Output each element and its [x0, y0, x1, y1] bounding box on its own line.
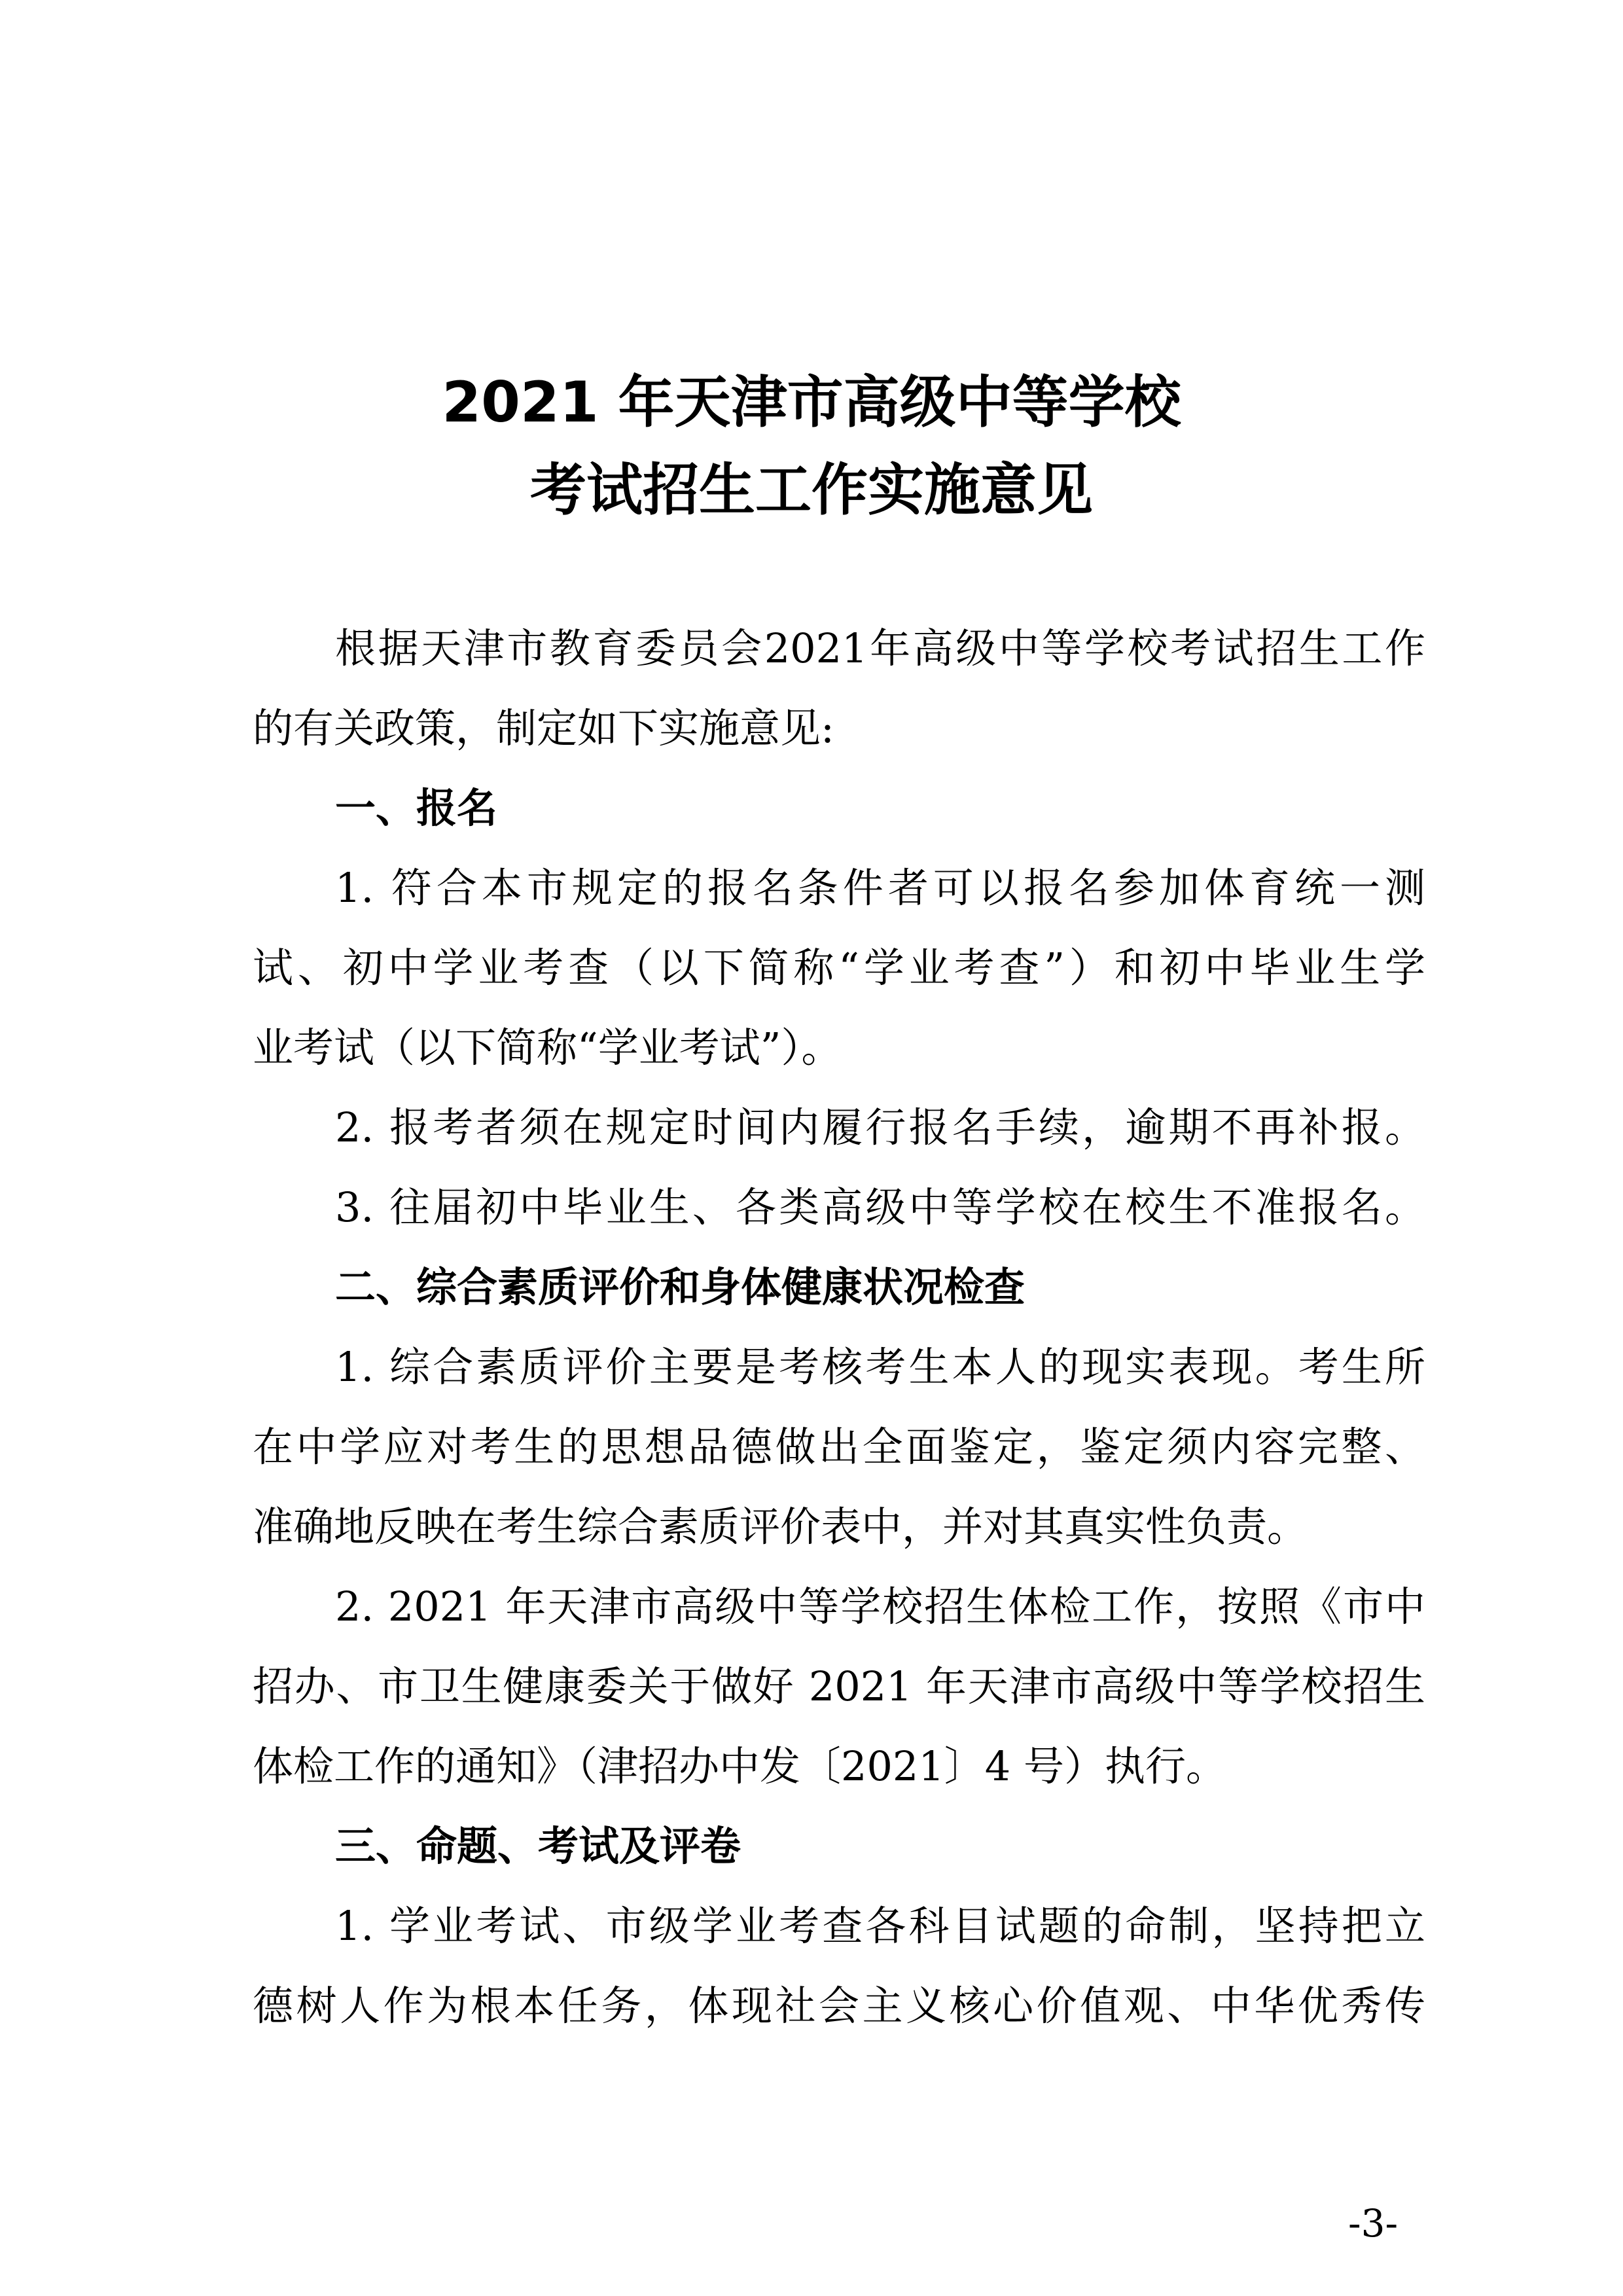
intro-line-2: 的有关政策，制定如下实施意见: [253, 704, 834, 752]
section-2-item-1-line-3: 准确地反映在考生综合素质评价表中，并对其真实性负责。 [253, 1503, 1308, 1551]
document-title-line-1: 2021 年天津市高级中等学校 [442, 370, 1181, 435]
section-1-item-1-line-3: 业考试（以下简称“学业考试”）。 [253, 1024, 842, 1071]
section-2-item-1-line-2: 在中学应对考生的思想品德做出全面鉴定，鉴定须内容完整、 [253, 1423, 1425, 1471]
section-2-item-2-line-1: 2. 2021 年天津市高级中等学校招生体检工作，按照《市中 [335, 1583, 1425, 1630]
section-2-item-1-line-1: 1. 综合素质评价主要是考核考生本人的现实表现。考生所 [335, 1343, 1425, 1391]
document-title-line-2: 考试招生工作实施意见 [530, 457, 1093, 523]
page-number: -3- [1348, 2201, 1399, 2246]
section-2-heading: 二、综合素质评价和身体健康状况检查 [335, 1263, 1026, 1311]
section-3-item-1-line-2: 德树人作为根本任务，体现社会主义核心价值观、中华优秀传 [253, 1982, 1425, 2030]
section-2-item-2-line-2: 招办、市卫生健康委关于做好 2021 年天津市高级中等学校招生 [253, 1662, 1425, 1710]
section-2-item-2-line-3: 体检工作的通知》（津招办中发〔2021〕4 号）执行。 [253, 1742, 1226, 1790]
section-1-item-1-line-1: 1. 符合本市规定的报名条件者可以报名参加体育统一测 [335, 864, 1425, 912]
intro-line-1: 根据天津市教育委员会2021年高级中等学校考试招生工作 [335, 624, 1425, 672]
section-3-item-1-line-1: 1. 学业考试、市级学业考查各科目试题的命制，坚持把立 [335, 1902, 1425, 1950]
section-1-item-1-line-2: 试、初中学业考查（以下简称“学业考查”）和初中毕业生学 [253, 944, 1425, 992]
section-1-item-2: 2. 报考者须在规定时间内履行报名手续，逾期不再补报。 [335, 1103, 1425, 1151]
section-1-heading: 一、报名 [335, 784, 498, 832]
section-1-item-3: 3. 往届初中毕业生、各类高级中等学校在校生不准报名。 [335, 1183, 1425, 1231]
section-3-heading: 三、命题、考试及评卷 [335, 1822, 741, 1870]
